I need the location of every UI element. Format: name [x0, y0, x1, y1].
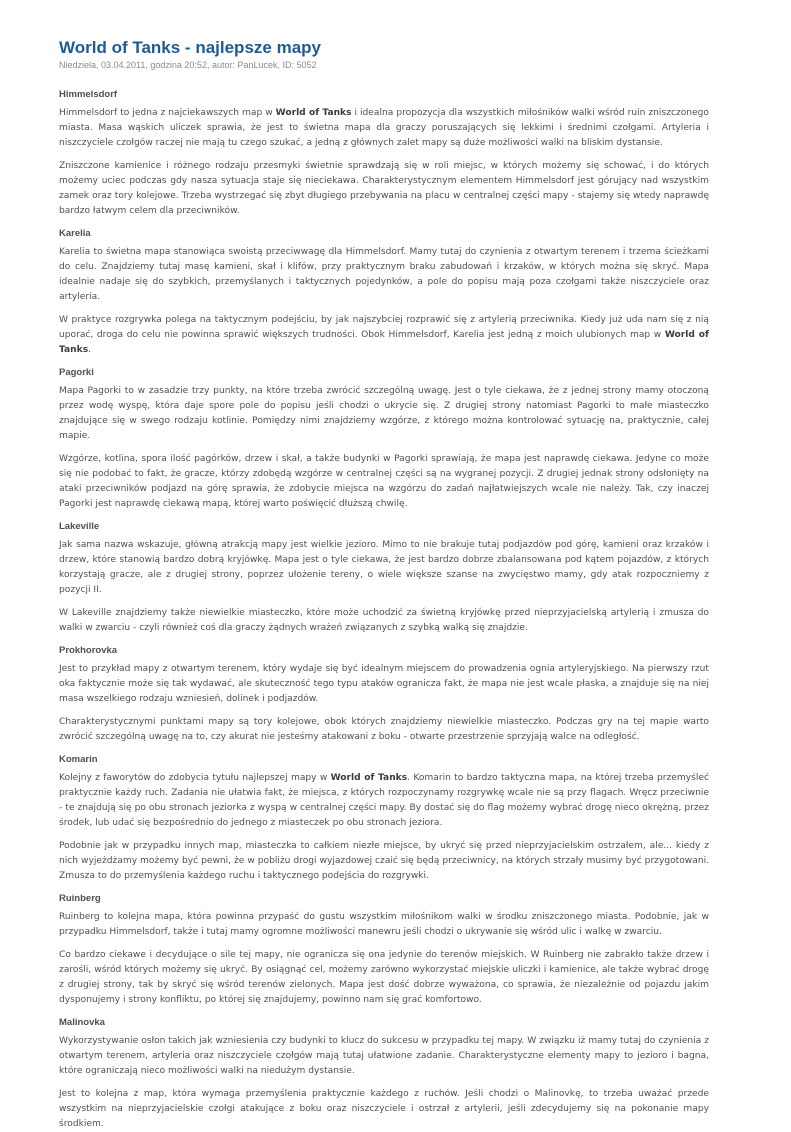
paragraph [59, 910, 709, 940]
text-run: Ruinberg to kolejna mapa, która powinna przypaść do gustu wszystkim miłośnikom walki w środku zniszczonego miasta. Podobnie, jak w przypadku Himmelsdorf, także i tutaj mamy ogromne możliwości manewru jeśli chodzi o ukrywanie się wśród ulic i walkę w zwarciu. [59, 912, 709, 937]
paragraph [59, 662, 709, 707]
text-run: Wzgórze, kotlina, spora ilość pagórków, drzew i skał, a także budynki w Pagorki sprawiają, że mapa jest naprawdę ciekawa. Jedyne co może się nie podobać to fakt, że gracze, którzy zdobędą wzgórze w centralnej części są na wygranej pozycji. Z drugiej jednak strony odsłonięty na ataki przeciwników podjazd na górę sprawia, że zdobycie miejsca na wzgórzu do zadań najłatwiejszych wcale nie należy. Tak, czy inaczej Pagorki jest naprawdę ciekawą mapą, której warto poświęcić dłuższą chwilę. [59, 454, 709, 509]
section-ruinberg [59, 892, 709, 1008]
text-run: Mapa Pagorki to w zasadzie trzy punkty, na które trzeba zwrócić szczególną uwagę. Jest o tyle ciekawa, że z jednej strony mamy otoczoną przez wodę wyspę, która daje spore pole do popisu jeśli chodzi o ukrycie się. Z drugiej strony natomiast Pagorki to małe miasteczko znajdujące się w swego rodzaju kotlinie. Pomiędzy nimi znajdziemy wzgórze, z którego można kontrolować sytuację na, praktycznie, całej mapie. [59, 386, 709, 441]
text-run: Charakterystycznymi punktami mapy są tory kolejowe, obok których znajdziemy niewielkie miasteczko. Podczas gry na tej mapie warto zwrócić szczególną uwagę na to, czy akurat nie jesteśmy atakowani z boku - otwarte przestrzenie sprzyjają walce na odległość. [59, 717, 709, 742]
paragraph [59, 538, 709, 598]
text-run: Kolejny z faworytów do zdobycia tytułu najlepszej mapy w [59, 773, 331, 783]
section-himmelsdorf [59, 88, 709, 219]
text-run: Jak sama nazwa wskazuje, główną atrakcją mapy jest wielkie jezioro. Mimo to nie brakuje tutaj podjazdów pod górę, kamieni oraz krzaków i drzew, które stanowią bardzo dobrą kryjówkę. Mapa jest o tyle ciekawa, że jest bardzo dobrze zbalansowana pod kątem pojazdów, z których korzystają gracze, ale z drugiej strony, poprzez ułożenie tereny, o wiele większe szanse na zwycięstwo mamy, gdy atak rozpoczniemy z pozycji II. [59, 540, 709, 595]
paragraph [59, 313, 709, 358]
section-malinovka [59, 1016, 709, 1132]
bold-text: World of Tanks [275, 108, 352, 118]
text-run: Jest to kolejna z map, która wymaga przemyślenia praktycznie każdego z ruchów. Jeśli chodzi o Malinovkę, to trzeba uważać przede wszystkim na nieprzyjacielskie czołgi atakujące z boku oraz niszczyciele i ostrzał z artylerii, jeśli zdecydujemy się na pokonanie mapy środkiem. [59, 1089, 709, 1129]
text-run: Zniszczone kamienice i różnego rodzaju przesmyki świetnie sprawdzają się w roli miejsc, w których możemy się schować, i do których możemy uciec podczas gdy nasza sytuacja staje się nieciekawa. Charakterystycznym elementem Himmelsdorf jest górujący nad wszystkim zamek oraz tory kolejowe. Trzeba wystrzegać się zbyt długiego przebywania na placu w centralnej części mapy - stajemy się wtedy naprawdę bardzo łatwym celem dla przeciwników. [59, 161, 709, 216]
section-lakeville [59, 520, 709, 636]
paragraph [59, 159, 709, 219]
paragraph [59, 839, 709, 884]
section-heading: Komarin [59, 754, 98, 765]
paragraph [59, 384, 709, 444]
paragraph [59, 715, 709, 745]
section-pagorki [59, 366, 709, 512]
text-run: Co bardzo ciekawe i decydujące o sile tej mapy, nie ogranicza się ona jedynie do terenów miejskich. W Ruinberg nie zabrakło także drzew i zarośli, wśród których możemy się ukryć. By osiągnąć cel, możemy zarówno wykorzystać miejskie uliczki i kamienice, ale także wybrać drogę z drugiej strony, tak by skryć się wśród terenów zielonych. Mapa jest dość dobrze wyważona, co sprawia, że niezależnie od pojazdu jakim dysponujemy i strony konfliktu, po której się znajdujemy, powinno nam się grać komfortowo. [59, 950, 709, 1005]
paragraph [59, 771, 709, 831]
paragraph [59, 452, 709, 512]
text-run: W praktyce rozgrywka polega na taktycznym podejściu, by jak najszybciej rozprawić się z artylerią przeciwnika. Kiedy już uda nam się z nią uporać, droga do celu nie powinna sprawić większych trudności. Obok Himmelsdorf, Karelia jest jedną z moich ulubionych map w [59, 315, 709, 340]
section-prokhorovka [59, 644, 709, 745]
paragraph [59, 106, 709, 151]
section-heading: Karelia [59, 228, 91, 239]
section-karelia [59, 227, 709, 358]
bold-text: World of Tanks [330, 773, 408, 783]
section-heading: Ruinberg [59, 893, 101, 904]
text-run: Karelia to świetna mapa stanowiąca swoistą przeciwwagę dla Himmelsdorf. Mamy tutaj do czynienia z otwartym terenem i trzema ścieżkami do celu. Znajdziemy tutaj masę kamieni, skał i klifów, przy praktycznym braku zabudowań i krzaków, w których można się skryć. Mapa idealnie nadaje się do szybkich, przemyślanych i taktycznych pojedynków, a pole do popisu mają poza czołgami także niszczyciele oraz artyleria. [59, 247, 709, 302]
paragraph [59, 948, 709, 1008]
bold-text: World of Tanks [59, 330, 709, 355]
article-body [59, 88, 709, 1132]
paragraph [59, 1034, 709, 1079]
article-title: World of Tanks - najlepsze mapy [59, 38, 321, 57]
text-run: Podobnie jak w przypadku innych map, miasteczka to całkiem niezłe miejsce, by ukryć się przed nieprzyjacielskim ostrzałem, ale... kiedy z nich wyjeżdżamy możemy być pewni, że w pobliżu drogi wyjazdowej czaić się będą przeciwnicy, na których strzały musimy być przygotowani. Zmusza to do przemyślenia każdego ruchu i taktycznego podejścia do rozgrywki. [59, 841, 709, 881]
section-heading: Pagorki [59, 367, 94, 378]
text-run: W Lakeville znajdziemy także niewielkie miasteczko, które może uchodzić za świetną kryjówkę przed nieprzyjacielską artylerią i zmusza do walki w zwarciu - czyli również coś dla graczy żądnych wrażeń związanych z szybką walką się znajdzie. [59, 608, 709, 633]
section-heading: Himmelsdorf [59, 89, 118, 100]
text-run: i idealna propozycja dla wszystkich miłośników walki wśród ruin zniszczonego miasta. Masa wąskich uliczek sprawia, że jest to świetna mapa dla graczy poruszających się lekkimi i średnimi czołgami. Artyleria i niszczyciele czołgów raczej nie mają tu czego szukać, a jedną z głównych zalet mapy są duże możliwości walki na bliskim dystansie. [59, 108, 709, 148]
article-meta: Niedziela, 03.04.2011, godzina 20:52, autor: PanLucek, ID: 5052 [59, 60, 317, 70]
paragraph [59, 606, 709, 636]
section-heading: Prokhorovka [59, 645, 118, 656]
text-run: . [88, 345, 92, 355]
text-run: Himmelsdorf to jedna z najciekawszych map w [59, 108, 276, 118]
text-run: Jest to przykład mapy z otwartym terenem, który wydaje się być idealnym miejscem do prowadzenia ognia artyleryjskiego. Na pierwszy rzut oka faktycznie może się tak wydawać, ale skuteczność tego typu ataków ogranicza fakt, że mapa nie jest wcale płaska, a znajduje się na niej masa wszelkiego rodzaju wzniesień, dolinek i podjazdów. [59, 664, 709, 704]
section-heading: Lakeville [59, 521, 100, 532]
section-komarin [59, 753, 709, 884]
paragraph [59, 245, 709, 305]
section-heading: Malinovka [59, 1017, 105, 1028]
paragraph [59, 1087, 709, 1132]
text-run: . Komarin to bardzo taktyczna mapa, na której trzeba przemyśleć praktycznie każdy ruch. Zadania nie ułatwia fakt, że miejsca, z których rozpoczynamy rozgrywkę wcale nie są przy flagach. Wręcz przeciwnie - te znajdują się po obu stronach jeziorka z wyspą w centralnej części mapy. By dostać się do flag możemy wybrać drogę nieco okrężną, przez środek, lub udać się bezpośrednio do jednego z miasteczek po obu stronach jeziora. [59, 773, 709, 828]
text-run: Wykorzystywanie osłon takich jak wzniesienia czy budynki to klucz do sukcesu w przypadku tej mapy. W związku iż mamy tutaj do czynienia z otwartym terenem, artyleria oraz niszczyciele czołgów mają tutaj ułatwione zadanie. Charakterystyczne elementy mapy to jezioro i bagna, które ograniczają nieco możliwości walki na niedużym dystansie. [59, 1036, 709, 1076]
